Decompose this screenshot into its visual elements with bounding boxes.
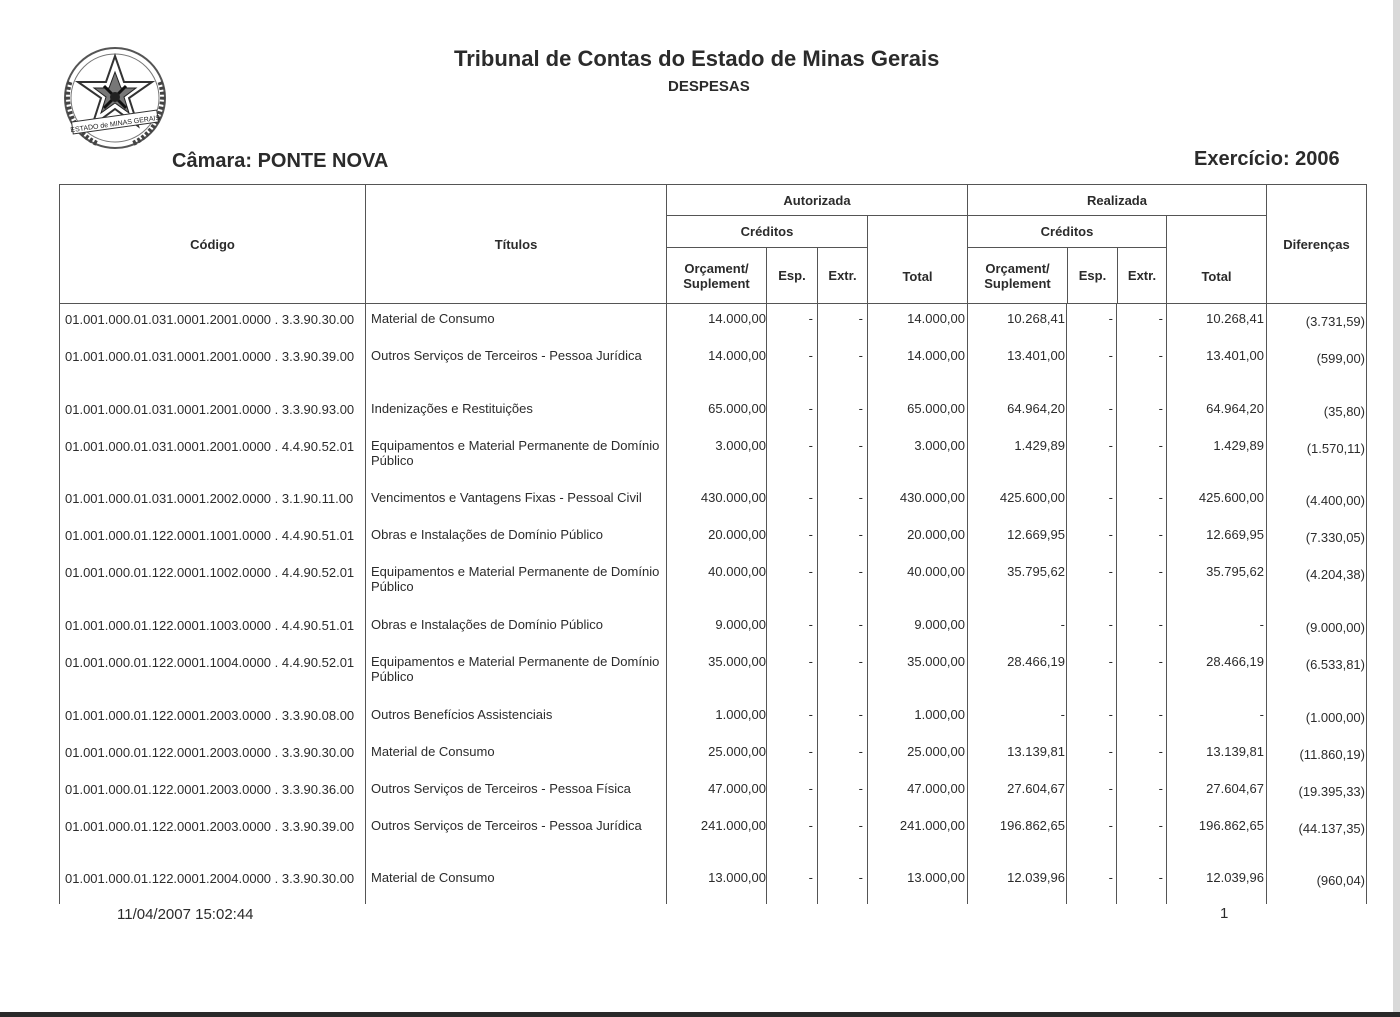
state-seal-icon [58,42,172,154]
row-codigo: 01.001.000.01.122.0001.2003.0000 . 3.3.90.36.00 [65,782,355,797]
row-real-esp: - [1108,744,1113,759]
column-rule [1366,304,1367,904]
row-aut-total: 430.000,00 [899,490,965,505]
header-creditos-realizada: Créditos [967,215,1167,248]
row-titulo: Material de Consumo [371,744,495,759]
row-real-extr: - [1158,527,1163,542]
row-aut-esp: - [808,348,813,363]
row-aut-esp: - [808,781,813,796]
row-aut-total: 1.000,00 [914,707,965,722]
row-codigo: 01.001.000.01.122.0001.2003.0000 . 3.3.90.39.00 [65,819,355,834]
row-aut-extr: - [858,490,863,505]
row-real-orc: 12.669,95 [1007,527,1065,542]
row-codigo: 01.001.000.01.122.0001.2004.0000 . 3.3.90.30.00 [65,871,355,886]
row-aut-total: 65.000,00 [907,401,965,416]
row-real-orc: - [1060,617,1065,632]
row-real-extr: - [1158,401,1163,416]
column-rule [1116,304,1117,904]
header-autorizada: Autorizada [666,184,968,216]
scan-bottom-edge [0,1012,1400,1017]
row-titulo: Material de Consumo [371,870,495,885]
row-real-esp: - [1108,527,1113,542]
row-real-total: 13.139,81 [1206,744,1264,759]
row-real-total: - [1259,617,1264,632]
row-aut-extr: - [858,438,863,453]
row-real-esp: - [1108,348,1113,363]
row-aut-esp: - [808,564,813,579]
row-aut-orc: 35.000,00 [708,654,766,669]
row-diferenca: (960,04) [1316,873,1365,888]
row-aut-extr: - [858,564,863,579]
row-aut-extr: - [858,744,863,759]
row-real-esp: - [1108,818,1113,833]
row-aut-total: 35.000,00 [907,654,965,669]
column-rule [1066,304,1067,904]
column-rule [59,304,60,904]
row-real-extr: - [1158,564,1163,579]
row-codigo: 01.001.000.01.031.0001.2001.0000 . 3.3.90.93.00 [65,402,355,417]
row-aut-esp: - [808,870,813,885]
row-aut-orc: 65.000,00 [708,401,766,416]
row-aut-orc: 430.000,00 [700,490,766,505]
header-total-realizada: Total [1166,215,1267,304]
column-rule [766,304,767,904]
row-diferenca: (599,00) [1316,351,1365,366]
row-real-esp: - [1108,438,1113,453]
row-real-esp: - [1108,617,1113,632]
row-aut-esp: - [808,401,813,416]
header-esp-autorizada: Esp. [766,247,818,304]
row-titulo: Outros Benefícios Assistenciais [371,707,553,722]
header-creditos-autorizada: Créditos [666,215,868,248]
row-diferenca: (1.000,00) [1305,710,1365,725]
row-real-orc: - [1060,707,1065,722]
row-aut-orc: 13.000,00 [708,870,766,885]
row-codigo: 01.001.000.01.031.0001.2002.0000 . 3.1.90.11.00 [65,491,354,506]
row-aut-total: 47.000,00 [907,781,965,796]
row-aut-total: 3.000,00 [914,438,965,453]
row-real-total: 196.862,65 [1198,818,1264,833]
row-real-esp: - [1108,870,1113,885]
row-real-extr: - [1158,781,1163,796]
row-titulo: Obras e Instalações de Domínio Público [371,527,603,542]
row-real-orc: 35.795,62 [1007,564,1065,579]
row-aut-extr: - [858,818,863,833]
row-aut-orc: 1.000,00 [715,707,766,722]
row-aut-esp: - [808,311,813,326]
row-aut-total: 14.000,00 [907,348,965,363]
row-real-orc: 13.139,81 [1007,744,1065,759]
row-aut-esp: - [808,654,813,669]
header-orcamento-realizada: Orçament/ Suplement [967,247,1068,304]
column-rule [666,304,667,904]
row-real-esp: - [1108,564,1113,579]
row-real-extr: - [1158,311,1163,326]
row-codigo: 01.001.000.01.031.0001.2001.0000 . 3.3.90.30.00 [65,312,355,327]
scan-right-edge [1393,0,1400,1017]
header-esp-realizada: Esp. [1067,247,1118,304]
row-real-orc: 425.600,00 [999,490,1065,505]
row-aut-extr: - [858,781,863,796]
header-realizada: Realizada [967,184,1267,216]
page-number: 1 [1220,905,1229,922]
row-aut-esp: - [808,744,813,759]
row-aut-extr: - [858,707,863,722]
row-aut-total: 241.000,00 [899,818,965,833]
column-rule [817,304,818,904]
row-real-orc: 12.039,96 [1007,870,1065,885]
column-rule [967,304,968,904]
table-header [59,184,1367,304]
row-real-orc: 13.401,00 [1007,348,1065,363]
row-titulo: Material de Consumo [371,311,495,326]
row-real-total: 1.429,89 [1213,438,1264,453]
row-real-total: 28.466,19 [1206,654,1264,669]
row-codigo: 01.001.000.01.122.0001.1002.0000 . 4.4.90.52.01 [65,565,355,580]
row-aut-extr: - [858,401,863,416]
row-real-esp: - [1108,781,1113,796]
row-diferenca: (7.330,05) [1305,530,1365,545]
column-rule [867,304,868,904]
row-aut-orc: 14.000,00 [708,311,766,326]
row-aut-esp: - [808,490,813,505]
row-aut-orc: 9.000,00 [715,617,766,632]
row-aut-extr: - [858,311,863,326]
row-aut-extr: - [858,870,863,885]
row-aut-esp: - [808,438,813,453]
row-aut-extr: - [858,527,863,542]
row-aut-orc: 241.000,00 [700,818,766,833]
row-diferenca: (4.400,00) [1305,493,1365,508]
row-titulo: Outros Serviços de Terceiros - Pessoa Jurídica [371,348,642,363]
header-orcamento-autorizada: Orçament/ Suplement [666,247,767,304]
row-codigo: 01.001.000.01.031.0001.2001.0000 . 3.3.90.39.00 [65,349,355,364]
row-real-extr: - [1158,870,1163,885]
header-codigo: Código [59,184,366,304]
row-aut-total: 14.000,00 [907,311,965,326]
row-real-total: 12.039,96 [1206,870,1264,885]
header-titulos: Títulos [365,184,667,304]
row-titulo: Equipamentos e Material Permanente de Domínio Público [371,654,660,684]
row-real-orc: 27.604,67 [1007,781,1065,796]
row-codigo: 01.001.000.01.122.0001.1004.0000 . 4.4.90.52.01 [65,655,355,670]
row-real-extr: - [1158,348,1163,363]
row-aut-orc: 40.000,00 [708,564,766,579]
column-rule [1266,304,1267,904]
row-aut-esp: - [808,527,813,542]
row-aut-orc: 25.000,00 [708,744,766,759]
row-diferenca: (1.570,11) [1306,441,1365,456]
row-aut-orc: 20.000,00 [708,527,766,542]
row-aut-extr: - [858,654,863,669]
row-titulo: Outros Serviços de Terceiros - Pessoa Jurídica [371,818,642,833]
page-title: Tribunal de Contas do Estado de Minas Gerais [454,46,940,71]
row-diferenca: (35,80) [1323,404,1365,419]
seal-text: ESTADO de MINAS GERAIS [70,114,161,135]
row-titulo: Equipamentos e Material Permanente de Domínio Público [371,564,660,594]
row-titulo: Indenizações e Restituições [371,401,533,416]
row-real-total: 10.268,41 [1206,311,1264,326]
row-real-extr: - [1158,707,1163,722]
row-real-extr: - [1158,744,1163,759]
row-titulo: Obras e Instalações de Domínio Público [371,617,603,632]
row-diferenca: (3.731,59) [1305,314,1365,329]
row-diferenca: (44.137,35) [1298,821,1365,836]
row-diferenca: (9.000,00) [1305,620,1365,635]
row-aut-orc: 47.000,00 [708,781,766,796]
row-titulo: Outros Serviços de Terceiros - Pessoa Física [371,781,631,796]
row-real-esp: - [1108,401,1113,416]
print-date: 11/04/2007 15:02:44 [117,906,254,923]
row-aut-esp: - [808,707,813,722]
row-aut-total: 9.000,00 [914,617,965,632]
row-codigo: 01.001.000.01.122.0001.1003.0000 . 4.4.90.51.01 [65,618,355,633]
row-real-total: - [1259,707,1264,722]
row-real-orc: 64.964,20 [1007,401,1065,416]
row-codigo: 01.001.000.01.122.0001.2003.0000 . 3.3.90.30.00 [65,745,355,760]
row-real-total: 13.401,00 [1206,348,1264,363]
row-codigo: 01.001.000.01.031.0001.2001.0000 . 4.4.90.52.01 [65,439,355,454]
row-diferenca: (4.204,38) [1305,567,1365,582]
row-real-total: 425.600,00 [1198,490,1264,505]
row-titulo: Equipamentos e Material Permanente de Domínio Público [371,438,660,468]
row-real-orc: 28.466,19 [1007,654,1065,669]
row-real-extr: - [1158,654,1163,669]
row-aut-total: 20.000,00 [907,527,965,542]
row-real-orc: 1.429,89 [1014,438,1065,453]
row-real-total: 27.604,67 [1206,781,1264,796]
row-codigo: 01.001.000.01.122.0001.1001.0000 . 4.4.90.51.01 [65,528,355,543]
row-aut-total: 13.000,00 [907,870,965,885]
row-aut-orc: 14.000,00 [708,348,766,363]
row-diferenca: (19.395,33) [1298,784,1365,799]
header-diferencas: Diferenças [1266,184,1367,304]
column-rule [365,304,366,904]
row-aut-total: 25.000,00 [907,744,965,759]
row-real-total: 35.795,62 [1206,564,1264,579]
row-aut-extr: - [858,348,863,363]
row-aut-total: 40.000,00 [907,564,965,579]
row-real-extr: - [1158,617,1163,632]
column-rule [1166,304,1167,904]
row-real-esp: - [1108,654,1113,669]
row-codigo: 01.001.000.01.122.0001.2003.0000 . 3.3.90.08.00 [65,708,355,723]
row-real-orc: 196.862,65 [999,818,1065,833]
row-titulo: Vencimentos e Vantagens Fixas - Pessoal Civil [371,490,642,505]
row-aut-esp: - [808,617,813,632]
camara-label: Câmara: PONTE NOVA [172,150,389,172]
page-subtitle: DESPESAS [668,78,750,95]
header-total-autorizada: Total [867,215,968,304]
row-real-extr: - [1158,490,1163,505]
row-real-orc: 10.268,41 [1007,311,1065,326]
row-aut-orc: 3.000,00 [715,438,766,453]
row-aut-esp: - [808,818,813,833]
header-extr-autorizada: Extr. [817,247,868,304]
row-real-total: 12.669,95 [1206,527,1264,542]
row-real-esp: - [1108,311,1113,326]
row-real-esp: - [1108,490,1113,505]
row-real-extr: - [1158,818,1163,833]
exercicio-label: Exercício: 2006 [1194,148,1340,170]
row-real-total: 64.964,20 [1206,401,1264,416]
header-extr-realizada: Extr. [1117,247,1167,304]
row-diferenca: (11.860,19) [1299,747,1365,762]
row-diferenca: (6.533,81) [1305,657,1365,672]
row-aut-extr: - [858,617,863,632]
row-real-esp: - [1108,707,1113,722]
row-real-extr: - [1158,438,1163,453]
